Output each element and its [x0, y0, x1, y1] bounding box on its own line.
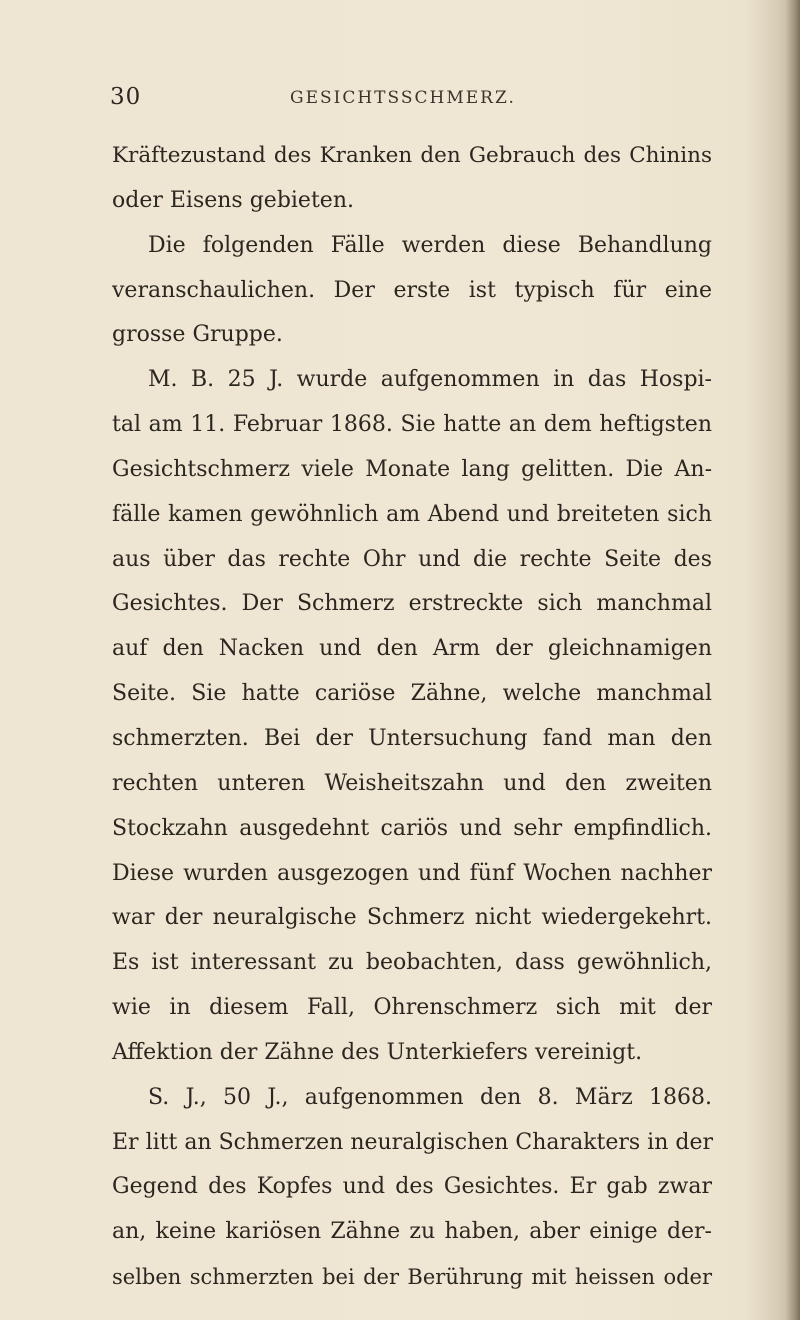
text-line: aus über das rechte Ohr und die rechte Seite des	[112, 546, 712, 572]
text-line: Stockzahn ausgedehnt cariös und sehr empfindlich.	[112, 815, 712, 841]
text-line: wie in diesem Fall, Ohrenschmerz sich mit der	[112, 995, 712, 1021]
text-line: an, keine kariösen Zähne zu haben, aber einige der-	[112, 1219, 712, 1245]
text-line: oder Eisens gebieten.	[112, 187, 354, 213]
text-line: tal am 11. Februar 1868. Sie hatte an dem heftigsten	[112, 412, 712, 438]
text-line: schmerzten. Bei der Untersuchung fand man den	[112, 725, 712, 751]
text-line: Gesichtschmerz viele Monate lang gelitten. Die An-	[112, 456, 712, 482]
text-line: rechten unteren Weisheitszahn und den zweiten	[112, 770, 712, 796]
page-number: 30	[110, 84, 142, 110]
text-line: fälle kamen gewöhnlich am Abend und breiteten sich	[112, 501, 712, 527]
text-line: selben schmerzten bei der Berührung mit heissen oder	[112, 1265, 712, 1290]
text-line: S. J., 50 J., aufgenommen den 8. März 1868.	[148, 1084, 712, 1110]
text-line: Kräftezustand des Kranken den Gebrauch des Chinins	[112, 143, 712, 168]
text-line: grosse Gruppe.	[112, 322, 283, 348]
text-line: Gesichtes. Der Schmerz erstreckte sich manchmal	[112, 591, 712, 617]
running-head: GESICHTSSCHMERZ.	[290, 88, 516, 108]
body-text	[112, 134, 712, 1300]
text-line: Es ist interessant zu beobachten, dass gewöhnlich,	[112, 950, 712, 976]
text-line: Er litt an Schmerzen neuralgischen Charakters in der	[112, 1129, 713, 1155]
text-line: Gegend des Kopfes und des Gesichtes. Er gab zwar	[112, 1174, 712, 1200]
text-line: war der neuralgische Schmerz nicht wiedergekehrt.	[112, 905, 712, 931]
text-line: Diese wurden ausgezogen und fünf Wochen nachher	[112, 860, 712, 886]
text-line: Die folgenden Fälle werden diese Behandlung	[148, 232, 712, 258]
text-line: Seite. Sie hatte cariöse Zähne, welche manchmal	[112, 681, 712, 707]
text-line: Affektion der Zähne des Unterkiefers vereinigt.	[112, 1039, 643, 1065]
text-line: veranschaulichen. Der erste ist typisch für eine	[112, 277, 712, 303]
page-header	[110, 84, 710, 124]
text-line: M. B. 25 J. wurde aufgenommen in das Hospi-	[148, 367, 712, 393]
page-edge-shadow	[786, 0, 800, 1320]
text-line: auf den Nacken und den Arm der gleichnamigen	[112, 636, 712, 662]
